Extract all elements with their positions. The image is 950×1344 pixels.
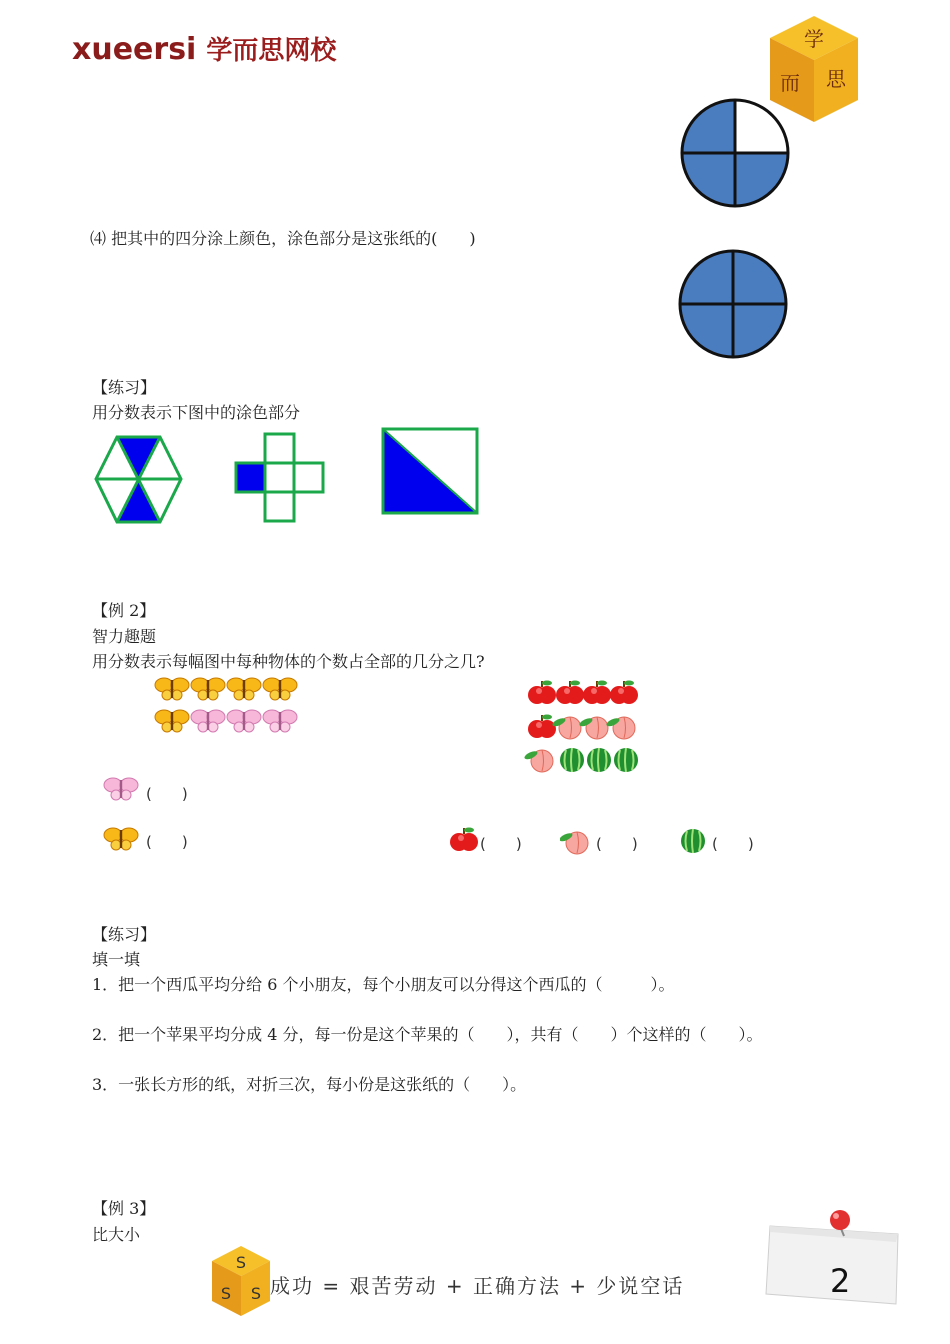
yellow-butterfly-icon [155, 710, 189, 732]
cube-letter-top: S [235, 1253, 247, 1272]
fruit-group [524, 676, 648, 776]
question-4: ⑷ 把其中的四分涂上颜色，涂色部分是这张纸的( ) [90, 229, 476, 248]
logo-chinese: 学而思网校 [206, 36, 337, 66]
example-3-subtitle: 比大小 [92, 1225, 141, 1244]
cube-right-char: 思 [826, 67, 846, 91]
answer-peach[interactable]: ( ) [596, 835, 638, 853]
apple-icon [556, 681, 584, 705]
practice-1-prompt: 用分数表示下图中的涂色部分 [92, 403, 301, 422]
cube-left-char: 而 [780, 71, 800, 95]
answer-yellow-butterfly[interactable]: ( ) [146, 833, 188, 851]
motto: 成功 = 艰苦劳动 + 正确方法 + 少说空话 [270, 1274, 685, 1298]
yellow-butterfly-icon [263, 678, 297, 700]
watermelon-icon [560, 748, 584, 772]
example-2-prompt: 用分数表示每幅图中每种物体的个数占全部的几分之几? [92, 652, 485, 671]
logo-latin: xueersi [72, 32, 197, 67]
fill-item-2: 2．把一个苹果平均分成 4 分，每一份是这个苹果的（ ），共有（ ）个这样的（ ）。 [92, 1025, 763, 1044]
pink-butterfly-icon [263, 710, 297, 732]
circle-fully-shaded [676, 248, 792, 362]
cube-letter-left: S [220, 1284, 232, 1303]
answer-watermelon[interactable]: ( ) [712, 835, 754, 853]
answer-pink-butterfly[interactable]: ( ) [146, 785, 188, 803]
apple-icon [448, 822, 482, 856]
peach-icon [524, 750, 553, 772]
cube-top-char: 学 [804, 27, 824, 51]
fill-item-1: 1．把一个西瓜平均分给 6 个小朋友，每个小朋友可以分得这个西瓜的（ ）。 [92, 975, 675, 994]
watermelon-icon [676, 824, 710, 858]
apple-icon [610, 681, 638, 705]
peach-icon [605, 717, 635, 739]
watermelon-icon [587, 748, 611, 772]
peach-icon [560, 824, 594, 858]
yellow-butterfly-icon [191, 678, 225, 700]
apple-icon [528, 681, 556, 705]
square-half-shaded [380, 426, 480, 516]
apple-icon [528, 715, 556, 739]
brand-logo [72, 30, 336, 67]
pink-butterfly-icon [227, 710, 261, 732]
apple-icon [583, 681, 611, 705]
watermelon-icon [614, 748, 638, 772]
circle-three-quarters-shaded [678, 97, 794, 211]
pink-butterfly-icon [191, 710, 225, 732]
practice-1-title: 【练习】 [92, 378, 157, 397]
peach-icon [578, 717, 608, 739]
yellow-butterfly-icon [100, 822, 142, 858]
practice-2-subtitle: 填一填 [92, 950, 141, 969]
practice-2-title: 【练习】 [92, 925, 157, 944]
cross-shape [232, 430, 328, 526]
yellow-butterfly-icon [155, 678, 189, 700]
page-number: 2 [830, 1262, 851, 1300]
yellow-butterfly-icon [227, 678, 261, 700]
sss-cube-icon [210, 1244, 272, 1318]
answer-apple[interactable]: ( ) [480, 835, 522, 853]
cube-letter-right: S [250, 1284, 262, 1303]
butterfly-group [152, 672, 302, 738]
fill-item-3: 3．一张长方形的纸，对折三次，每小份是这张纸的（ ）。 [92, 1075, 527, 1094]
example-3-title: 【例 3】 [92, 1199, 156, 1218]
example-2-title: 【例 2】 [92, 601, 156, 620]
pink-butterfly-icon [100, 772, 142, 808]
hexagon-shape [94, 434, 184, 526]
example-2-subtitle: 智力趣题 [92, 627, 157, 646]
